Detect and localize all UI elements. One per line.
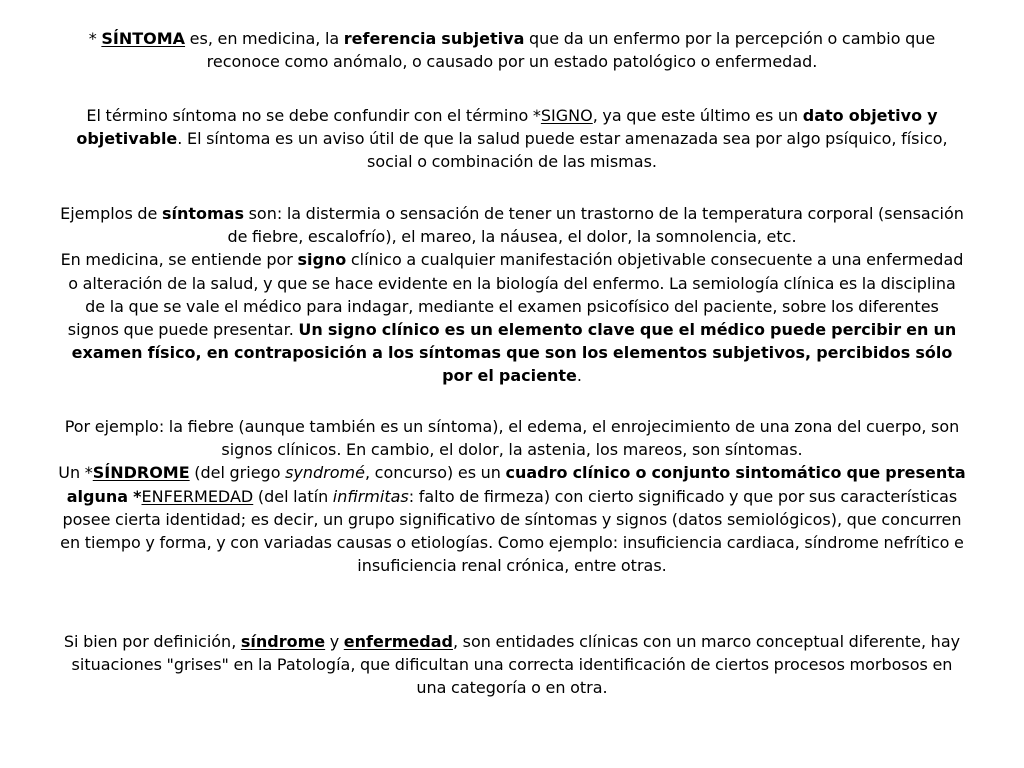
term-signo-lower: signo — [297, 250, 347, 270]
p1-text-1: * — [88, 29, 102, 48]
paragraph-sintoma-vs-signo — [58, 104, 966, 174]
term-sindrome: SÍNDROME — [92, 463, 190, 483]
p2-text-2: , ya que este último es un — [592, 106, 803, 125]
p4-text-2: Un * — [58, 463, 93, 483]
p5-text-1: Si bien por definición, — [63, 632, 241, 651]
paragraph-sintoma-definition — [58, 27, 966, 73]
p2-text-1: El término síntoma no se debe confundir con el término * — [86, 106, 541, 125]
paragraph-ejemplos-y-signo — [58, 202, 966, 388]
p1-text-2: es, en medicina, la — [185, 29, 344, 48]
p4-text-3: (del griego — [189, 463, 286, 483]
p3-text-3: En medicina, se entiende por — [60, 250, 298, 270]
p3-text-2: son: la distermia o sensación de tener un trastorno de la temperatura corporal (sensación de fiebre, escalofrío), el mareo, la náusea, el dolor, la somnolencia, etc. — [227, 204, 964, 247]
p3-text-1: Ejemplos de — [60, 204, 162, 223]
term-enfermedad-upper: ENFERMEDAD — [141, 486, 254, 506]
term-sintomas: síntomas — [161, 204, 244, 223]
p4-text-6: : falto de firmeza) con cierto significado y que por sus características posee cierta identidad; es decir, un grupo significativo de síntomas y signos (datos semiológicos), que concurren en tiempo y forma, y con variadas causas o etiologías. Como ejemplo: insuficiencia cardiaca, síndrome nefrítico e insuficiencia renal crónica, entre otras. — [60, 486, 964, 576]
term-sindrome-lower: síndrome — [240, 632, 326, 651]
term-syndrome-greek: syndromé — [285, 463, 365, 483]
p1-text-3: que da un enfermo por la percepción o cambio que reconoce como anómalo, o causado por un estado patológico o enfermedad. — [206, 29, 936, 72]
p4-text-5: (del latín — [253, 486, 333, 506]
p5-text-3: , son entidades clínicas con un marco conceptual diferente, hay situaciones "grises" en la Patología, que dificultan una correcta identificación de ciertos procesos morbosos en una categoría o en otra. — [71, 632, 961, 698]
p5-text-2: y — [325, 632, 344, 651]
p3-text-5: . — [576, 366, 582, 386]
p2-text-3: . El síntoma es un aviso útil de que la salud puede estar amenazada sea por algo psíquico, físico, social o combinación de las mismas. — [177, 129, 948, 172]
term-enfermedad-lower: enfermedad — [343, 632, 453, 651]
p4-text-4: , concurso) es un — [364, 463, 506, 483]
term-referencia-subjetiva: referencia subjetiva — [343, 29, 525, 48]
term-infirmitas: infirmitas — [332, 486, 409, 506]
term-signo: SIGNO — [540, 106, 593, 125]
bold-sentence-signo-clinico: Un signo clínico es un elemento clave que el médico puede percibir en un examen físico, en contraposición a los síntomas que son los elementos subjetivos, percibidos sólo por el paciente — [71, 320, 957, 386]
p3-text-4: clínico a cualquier manifestación objetivable consecuente a una enfermedad o alteración de la salud, y que se hace evidente en la biología del enfermo. La semiología clínica es la disciplina de la que se vale el médico para indagar, mediante el examen psicofísico del paciente, sobre los diferentes signos que puede presentar. — [67, 250, 964, 340]
paragraph-sindrome-vs-enfermedad — [58, 630, 966, 700]
p4-text-1: Por ejemplo: la fiebre (aunque también es un síntoma), el edema, el enrojecimiento de una zona del cuerpo, son signos clínicos. En cambio, el dolor, la astenia, los mareos, son síntomas. — [64, 417, 960, 460]
term-cuadro-clinico: cuadro clínico o conjunto sintomático que presenta alguna * — [66, 463, 966, 506]
term-dato-objetivo: dato objetivo y objetivable — [76, 106, 938, 149]
term-sintoma: SÍNTOMA — [101, 29, 186, 48]
paragraph-sindrome-definition — [58, 415, 966, 577]
